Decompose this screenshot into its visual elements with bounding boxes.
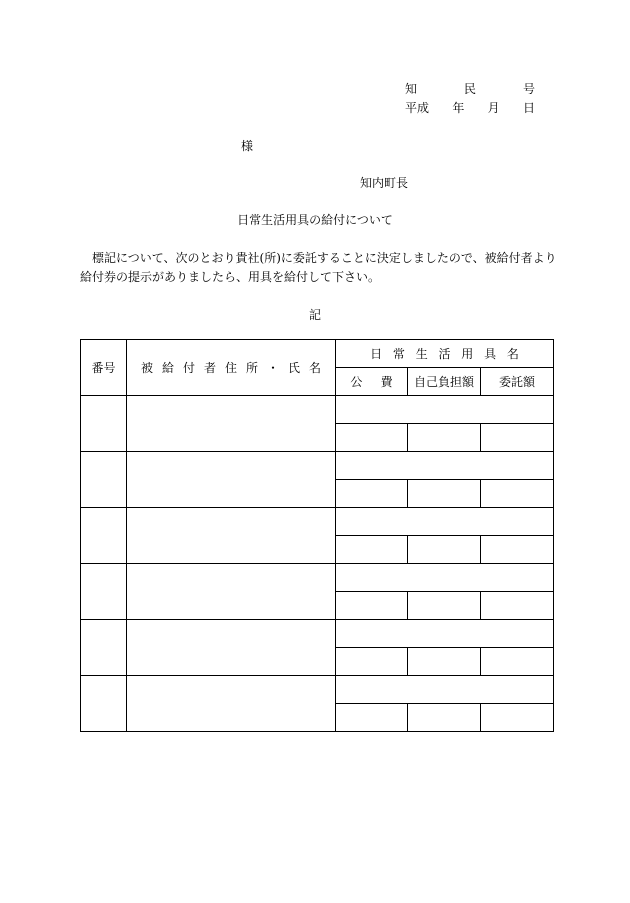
doc-number-prefix: 知 [405,82,418,96]
cell-public[interactable] [336,480,408,508]
cell-self[interactable] [408,480,481,508]
cell-public[interactable] [336,424,408,452]
cell-recipient[interactable] [127,564,336,620]
header-number: 番号 [81,340,127,396]
header-self: 自己負担額 [408,368,481,396]
date-era: 平成 [405,101,430,115]
cell-equipment[interactable] [336,564,554,592]
cell-commission[interactable] [481,592,554,620]
table-row [81,564,554,592]
cell-commission[interactable] [481,704,554,732]
table-row [81,620,554,648]
cell-number[interactable] [81,452,127,508]
header-equipment: 日常生活用具名 [336,340,554,368]
cell-commission[interactable] [481,480,554,508]
cell-equipment[interactable] [336,452,554,480]
cell-recipient[interactable] [127,676,336,732]
table-row [81,396,554,424]
cell-commission[interactable] [481,648,554,676]
cell-commission[interactable] [481,536,554,564]
body-line-2: 給付券の提示がありましたら、用具を給付して下さい。 [80,270,381,284]
document-subject: 日常生活用具の給付について [237,213,393,227]
cell-equipment[interactable] [336,620,554,648]
cell-self[interactable] [408,704,481,732]
cell-self[interactable] [408,424,481,452]
cell-self[interactable] [408,648,481,676]
cell-public[interactable] [336,592,408,620]
cell-public[interactable] [336,536,408,564]
cell-equipment[interactable] [336,676,554,704]
table-row [81,508,554,536]
document-date [405,99,535,116]
cell-recipient[interactable] [127,620,336,676]
cell-number[interactable] [81,676,127,732]
cell-public[interactable] [336,648,408,676]
cell-equipment[interactable] [336,396,554,424]
cell-recipient[interactable] [127,452,336,508]
header-public: 公 費 [336,368,408,396]
cell-number[interactable] [81,508,127,564]
cell-commission[interactable] [481,424,554,452]
cell-self[interactable] [408,592,481,620]
date-month: 月 [487,101,500,115]
date-year: 年 [452,101,465,115]
ki-heading: 記 [308,308,321,322]
doc-number-dept: 民 [463,82,476,96]
header-commission: 委託額 [481,368,554,396]
header-recipient: 被給付者住所・氏名 [127,340,336,396]
cell-number[interactable] [81,620,127,676]
cell-recipient[interactable] [127,396,336,452]
addressee-suffix: 様 [241,139,254,153]
equipment-table [80,339,554,732]
doc-number-suffix: 号 [522,82,535,96]
table-header-row [81,340,554,368]
body-line-1: 標記について、次のとおり貴社(所)に委託することに決定しましたので、被給付者より [80,251,557,265]
cell-number[interactable] [81,564,127,620]
cell-self[interactable] [408,536,481,564]
sender-name: 知内町長 [360,176,409,190]
date-day: 日 [522,101,535,115]
table-row [81,452,554,480]
document-number [405,80,535,97]
cell-equipment[interactable] [336,508,554,536]
cell-number[interactable] [81,396,127,452]
cell-public[interactable] [336,704,408,732]
table-row [81,676,554,704]
cell-recipient[interactable] [127,508,336,564]
